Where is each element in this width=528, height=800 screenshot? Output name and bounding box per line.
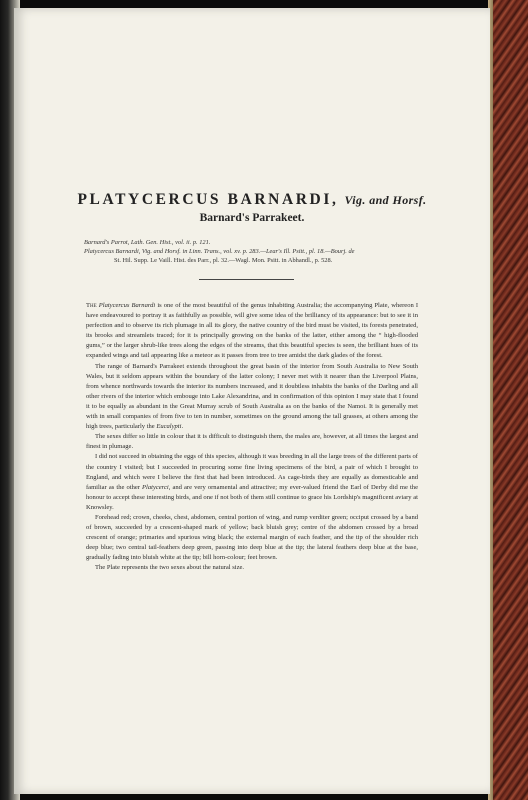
marbled-binding xyxy=(488,0,528,800)
paragraph: I did not succeed in obtaining the eggs of this species, although it was breeding in all the large trees of the different parts of the country I visited; but I succeeded in procuring some fine living specimens of the bird, a pair of which I brought to England, and which were I believe the first that had been introduced. As cage-birds they are equally as domesticable and familiar as the other Platycerci, and are very ornamental and attractive; my ever-valued friend the Earl of Derby did me the honour to accept these interesting birds, and one if not both of them still continue to grace his Lordship's magnificent aviary at Knowsley. xyxy=(86,453,418,511)
paragraph: The sexes differ so little in colour that it is difficult to distinguish them, the males are, however, at all times the largest and finest in plumage. xyxy=(86,433,418,451)
species-authority: Vig. and Horsf. xyxy=(344,193,427,207)
paragraph: The range of Barnard's Parrakeet extends throughout the great basin of the interior from South Australia to New South Wales, but it seldom appears within the boundary of the latter colony; I never met with it nearer than the Liverpool Plains, from whence northwards towards the interior its numbers increased, and it doubtless inhabits the banks of the Darling and all other rivers of the interior which embouge into Lake Alexandrina, and in confirmation of this opinion I may state that I found it to be equally as abundant in the Great Murray scrub of South Australia as on the banks of the Namoi. It is generally met with in small companies of from five to ten in number, sometimes on the ground among the tall grasses, at others among the high trees, particularly the Eucalypti. xyxy=(86,362,418,431)
book-page xyxy=(14,8,490,794)
paragraph: The Plate represents the two sexes about the natural size. xyxy=(95,564,245,572)
divider-rule xyxy=(199,279,294,280)
paragraph: Forehead red; crown, cheeks, chest, abdomen, central portion of wing, and rump verditer green; occiput crossed by a band of brown, succeeded by a crescent-shaped mark of yellow; back bluish grey; centre of the abdomen crossed by a broad crescent of orange; primaries and spurious wing black; the external margin of each feather, and the tip of the shoulder rich deep blue; two central tail-feathers deep green, passing into deep blue at the tip; the lateral feathers deep blue at the base, gradually fading into bluish white at the tip; bill horn-colour; feet brown. xyxy=(86,513,418,562)
reference-line: St. Hil. Supp. Le Vaill. Hist. des Parr., pl. 32.—Wagl. Mon. Psitt. in Abhandl., p. 528. xyxy=(114,257,333,264)
reference-line: Barnard's Parrot, Lath. Gen. Hist., vol. ii. p. 121. xyxy=(84,239,211,246)
common-name: Barnard's Parrakeet. xyxy=(199,212,305,224)
species-name: PLATYCERCUS BARNARDI, xyxy=(77,191,339,208)
reference-line: Platycercus Barnardi, Vig. and Horsf. in Linn. Trans., vol. xv. p. 283.—Lear's Ill. Psitt., pl. 18.—Bourj. de xyxy=(84,248,355,255)
synonymy-references xyxy=(84,238,420,265)
species-title xyxy=(14,191,490,209)
article-body xyxy=(86,301,418,574)
paragraph: The Platycercus Barnardi is one of the most beautiful of the genus inhabiting Australia; the accompanying Plate, whereon I have endeavoured to portray it as faithfully as possible, will give some idea of the brilliancy of its appearance: but to see it in perfection and to observe its rich plumage in all its glory, the native country of the bird must be visited, its forests penetrated, its brooks and streamlets traced; for it is principally growing on the banks of the latter, either among the “ high-flooded gums,” or the larger shrub-like trees along the edges of the streams, that this beautiful species is seen, the brilliant hues of its expanded wings and tail appearing like a meteor as it passes from tree to tree amidst the dark glades of the forest. xyxy=(86,302,419,360)
